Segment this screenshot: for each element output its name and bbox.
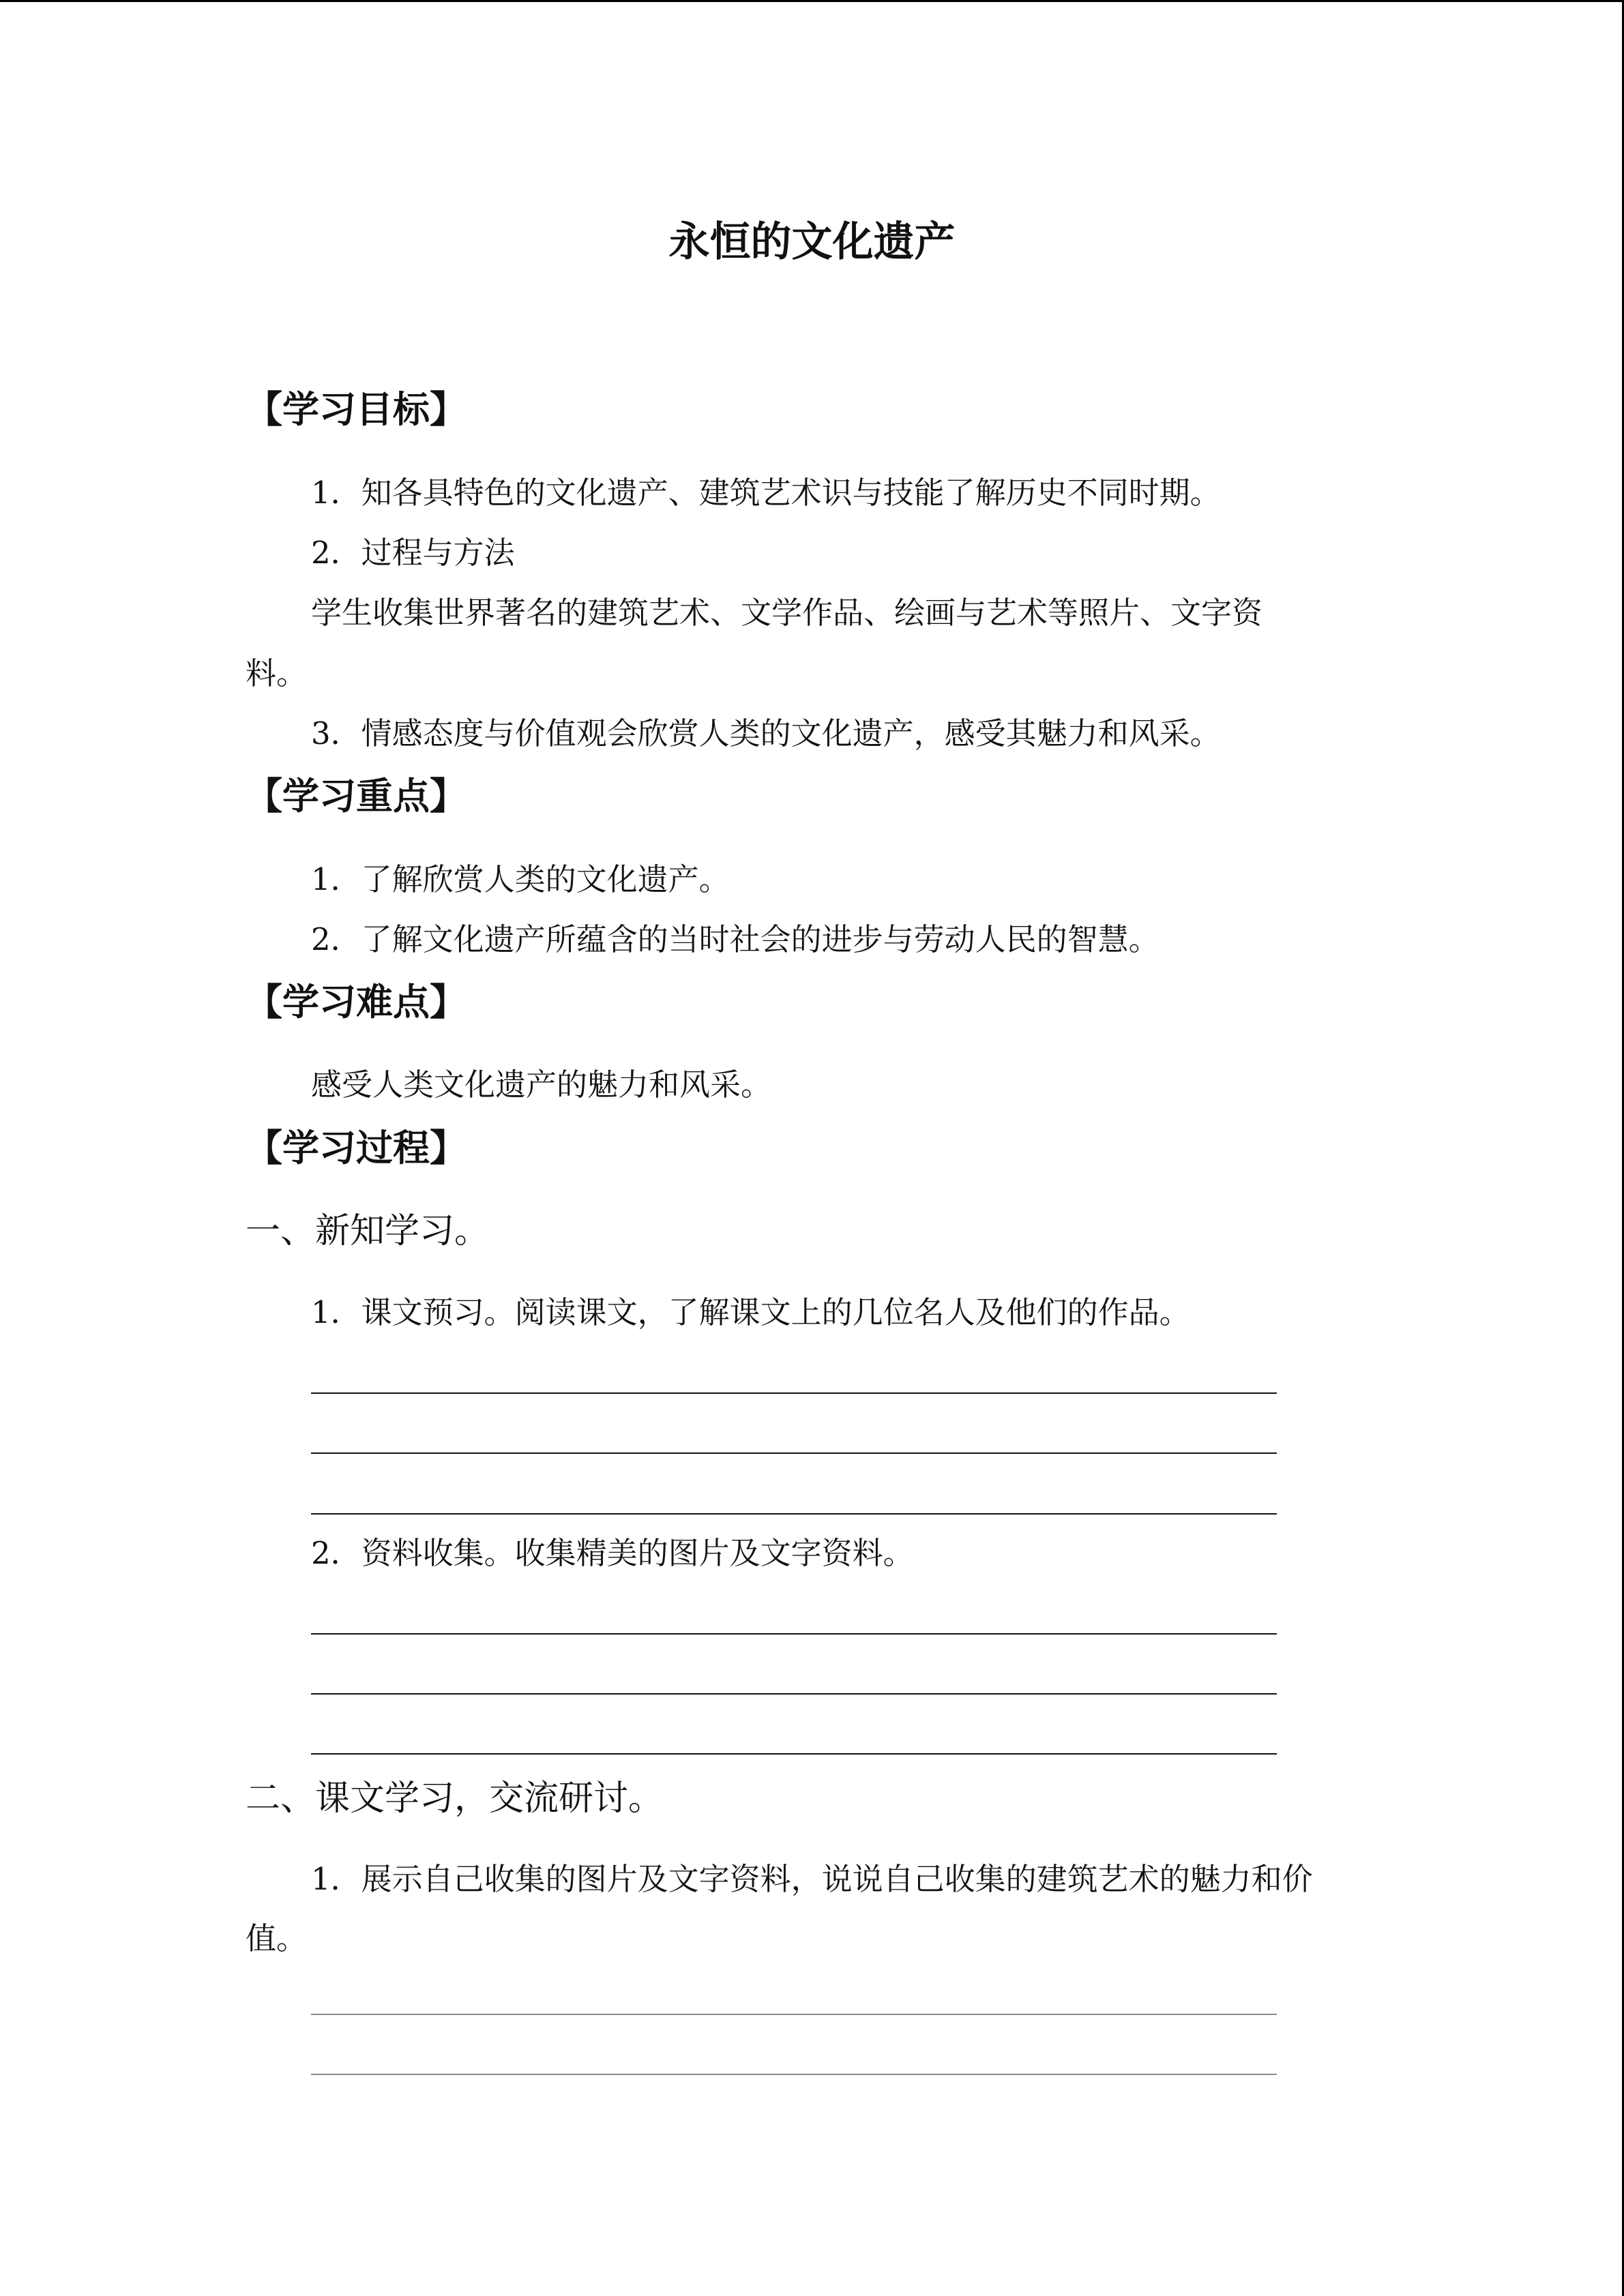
objective-item-2-text: 学生收集世界著名的建筑艺术、文学作品、绘画与艺术等照片、文字资 (311, 595, 1263, 631)
answer-line[interactable] (311, 2074, 1277, 2075)
objective-item-3: 3．情感态度与价值观会欣赏人类的文化遗产，感受其魅力和风采。 (311, 715, 1221, 751)
process-heading: 【学习过程】 (246, 1127, 467, 1169)
difficulties-text: 感受人类文化遗产的魅力和风采。 (311, 1067, 772, 1103)
objective-item-2-text-continuation: 料。 (246, 655, 308, 691)
section-1-task-2: 2．资料收集。收集精美的图片及文字资料。 (311, 1535, 914, 1571)
answer-line[interactable] (311, 1513, 1277, 1515)
key-points-heading: 【学习重点】 (246, 775, 467, 818)
answer-line[interactable] (311, 1392, 1277, 1394)
objective-item-2: 2．过程与方法 (311, 535, 515, 571)
objective-item-1: 1．知各具特色的文化遗产、建筑艺术识与技能了解历史不同时期。 (311, 475, 1221, 511)
section-2-task-1-continuation: 值。 (246, 1920, 308, 1956)
document-title: 永恒的文化遗产 (668, 218, 956, 266)
answer-line[interactable] (311, 1633, 1277, 1635)
objectives-heading: 【学习目标】 (246, 388, 467, 431)
key-point-item-2: 2．了解文化遗产所蕴含的当时社会的进步与劳动人民的智慧。 (311, 921, 1160, 957)
answer-line[interactable] (311, 2014, 1277, 2015)
section-1-task-1: 1．课文预习。阅读课文，了解课文上的几位名人及他们的作品。 (311, 1294, 1190, 1330)
answer-line[interactable] (311, 1753, 1277, 1755)
section-1-title: 一、新知学习。 (246, 1211, 490, 1251)
section-2-title: 二、课文学习，交流研讨。 (246, 1778, 664, 1819)
difficulties-heading: 【学习难点】 (246, 981, 467, 1024)
answer-line[interactable] (311, 1693, 1277, 1695)
answer-line[interactable] (311, 1452, 1277, 1454)
section-2-task-1: 1．展示自己收集的图片及文字资料，说说自己收集的建筑艺术的魅力和价 (311, 1861, 1313, 1897)
key-point-item-1: 1．了解欣赏人类的文化遗产。 (311, 861, 730, 897)
